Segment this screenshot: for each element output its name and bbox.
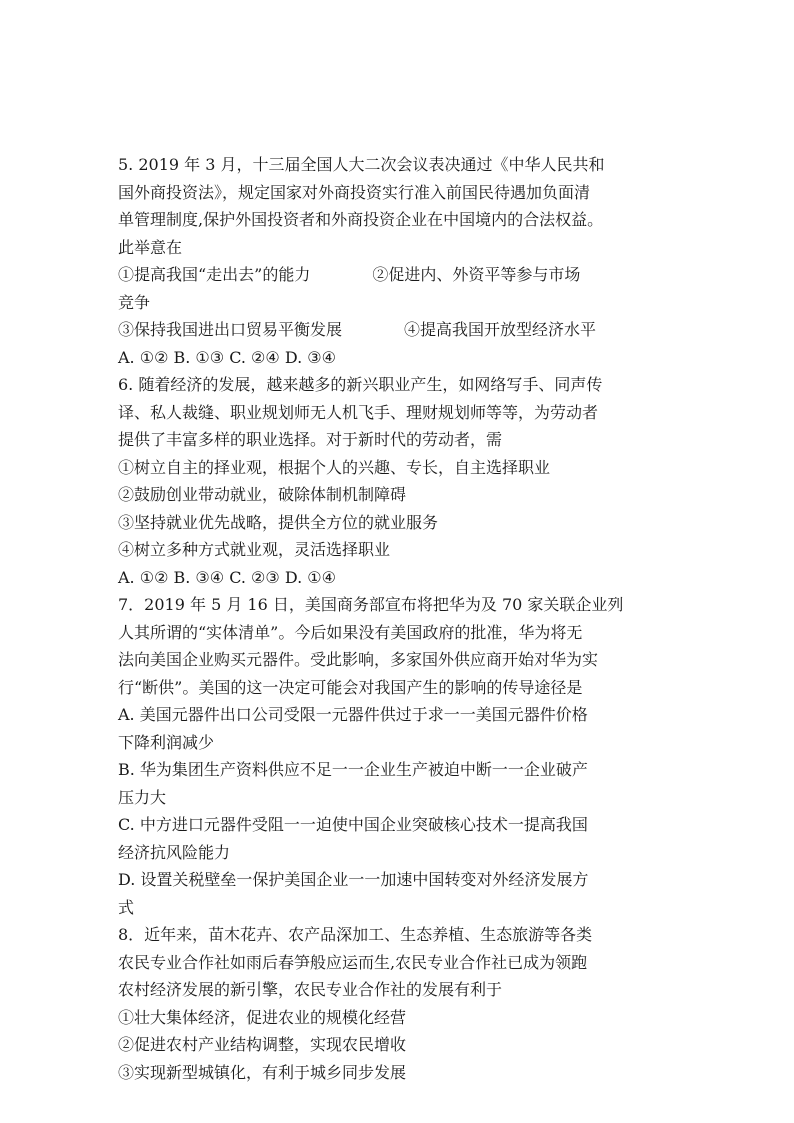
question-text-line: 提供了丰富多样的职业选择。对于新时代的劳动者，需 <box>118 430 503 449</box>
option-2: ②促进农村产业结构调整，实现农民增收 <box>118 1035 407 1054</box>
option-c-continuation: 经济抗风险能力 <box>118 842 231 862</box>
option-d: D. 设置关税壁垒一保护美国企业一一加速中国转变对外经济发展方 <box>118 870 589 889</box>
option-1: ①提高我国“走出去”的能力 <box>118 265 311 284</box>
option-3: ③实现新型城镇化，有利于城乡同步发展 <box>118 1062 407 1082</box>
exam-page <box>118 151 688 1086</box>
option-continuation: 竞争 <box>118 292 151 312</box>
option-1: ①树立自主的择业观，根据个人的兴趣、专长，自主选择职业 <box>118 457 551 477</box>
question-text-line: 6. 随着经济的发展，越来越多的新兴职业产生，如网络写手、同声传 <box>118 375 603 394</box>
question-5 <box>118 151 688 371</box>
answer-choices: A. ①② B. ①③ C. ②④ D. ③④ <box>118 347 336 367</box>
question-text-line: 农村经济发展的新引擎，农民专业合作社的发展有利于 <box>118 980 503 999</box>
question-text-line: 国外商投资法》，规定国家对外商投资实行准入前国民待遇加负面清 <box>118 182 591 202</box>
option-4: ④提高我国开放型经济水平 <box>404 320 597 339</box>
option-4: ④树立多种方式就业观，灵活选择职业 <box>118 540 391 559</box>
question-7 <box>118 591 688 921</box>
option-1: ①壮大集体经济，促进农业的规模化经营 <box>118 1007 407 1027</box>
question-text-line: 5. 2019 年 3 月，十三届全国人大二次会议表决通过《中华人民共和 <box>118 155 605 174</box>
option-d-continuation: 式 <box>118 897 135 917</box>
option-2: ②促进内、外资平等参与市场 <box>372 265 581 284</box>
option-a-continuation: 下降利润减少 <box>118 732 215 752</box>
option-row <box>118 316 688 344</box>
option-b: B. 华为集团生产资料供应不足一一企业生产被迫中断一一企业破产 <box>118 760 588 779</box>
option-2: ②鼓励创业带动就业，破除体制机制障碍 <box>118 485 407 504</box>
question-text-line: 8．近年来，苗木花卉、农产品深加工、生态养植、生态旅游等各类 <box>118 925 593 944</box>
question-text-line: 7．2019 年 5 月 16 日，美国商务部宣布将把华为及 70 家关联企业列 <box>118 595 624 614</box>
question-text-line: 人其所谓的“实体清单”。今后如果没有美国政府的批准，华为将无 <box>118 622 583 642</box>
question-text-line: 译、私人裁缝、职业规划师无人机飞手、理财规划师等等，为劳动者 <box>118 402 599 422</box>
option-3: ③保持我国进出口贸易平衡发展 <box>118 320 343 339</box>
option-c: C. 中方进口元器件受阻一一迫使中国企业突破核心技术一提高我国 <box>118 815 588 834</box>
question-text-line: 行“断供”。美国的这一决定可能会对我国产生的影响的传导途径是 <box>118 677 583 697</box>
option-row <box>118 261 688 289</box>
question-text-line: 法向美国企业购买元器件。受此影响，多家国外供应商开始对华为实 <box>118 650 599 669</box>
question-6 <box>118 371 688 591</box>
question-text-line: 此举意在 <box>118 237 183 257</box>
question-text-line: 农民专业合作社如雨后春笋般应运而生,农民专业合作社已成为领跑 <box>118 952 588 972</box>
question-8 <box>118 921 688 1086</box>
answer-choices: A. ①② B. ③④ C. ②③ D. ①④ <box>118 567 336 587</box>
option-3: ③坚持就业优先战略，提供全方位的就业服务 <box>118 512 439 532</box>
question-text-line: 单管理制度,保护外国投资者和外商投资企业在中国境内的合法权益。 <box>118 210 604 229</box>
option-a: A. 美国元器件出口公司受限一元器件供过于求一一美国元器件价格 <box>118 705 588 724</box>
option-b-continuation: 压力大 <box>118 787 167 807</box>
